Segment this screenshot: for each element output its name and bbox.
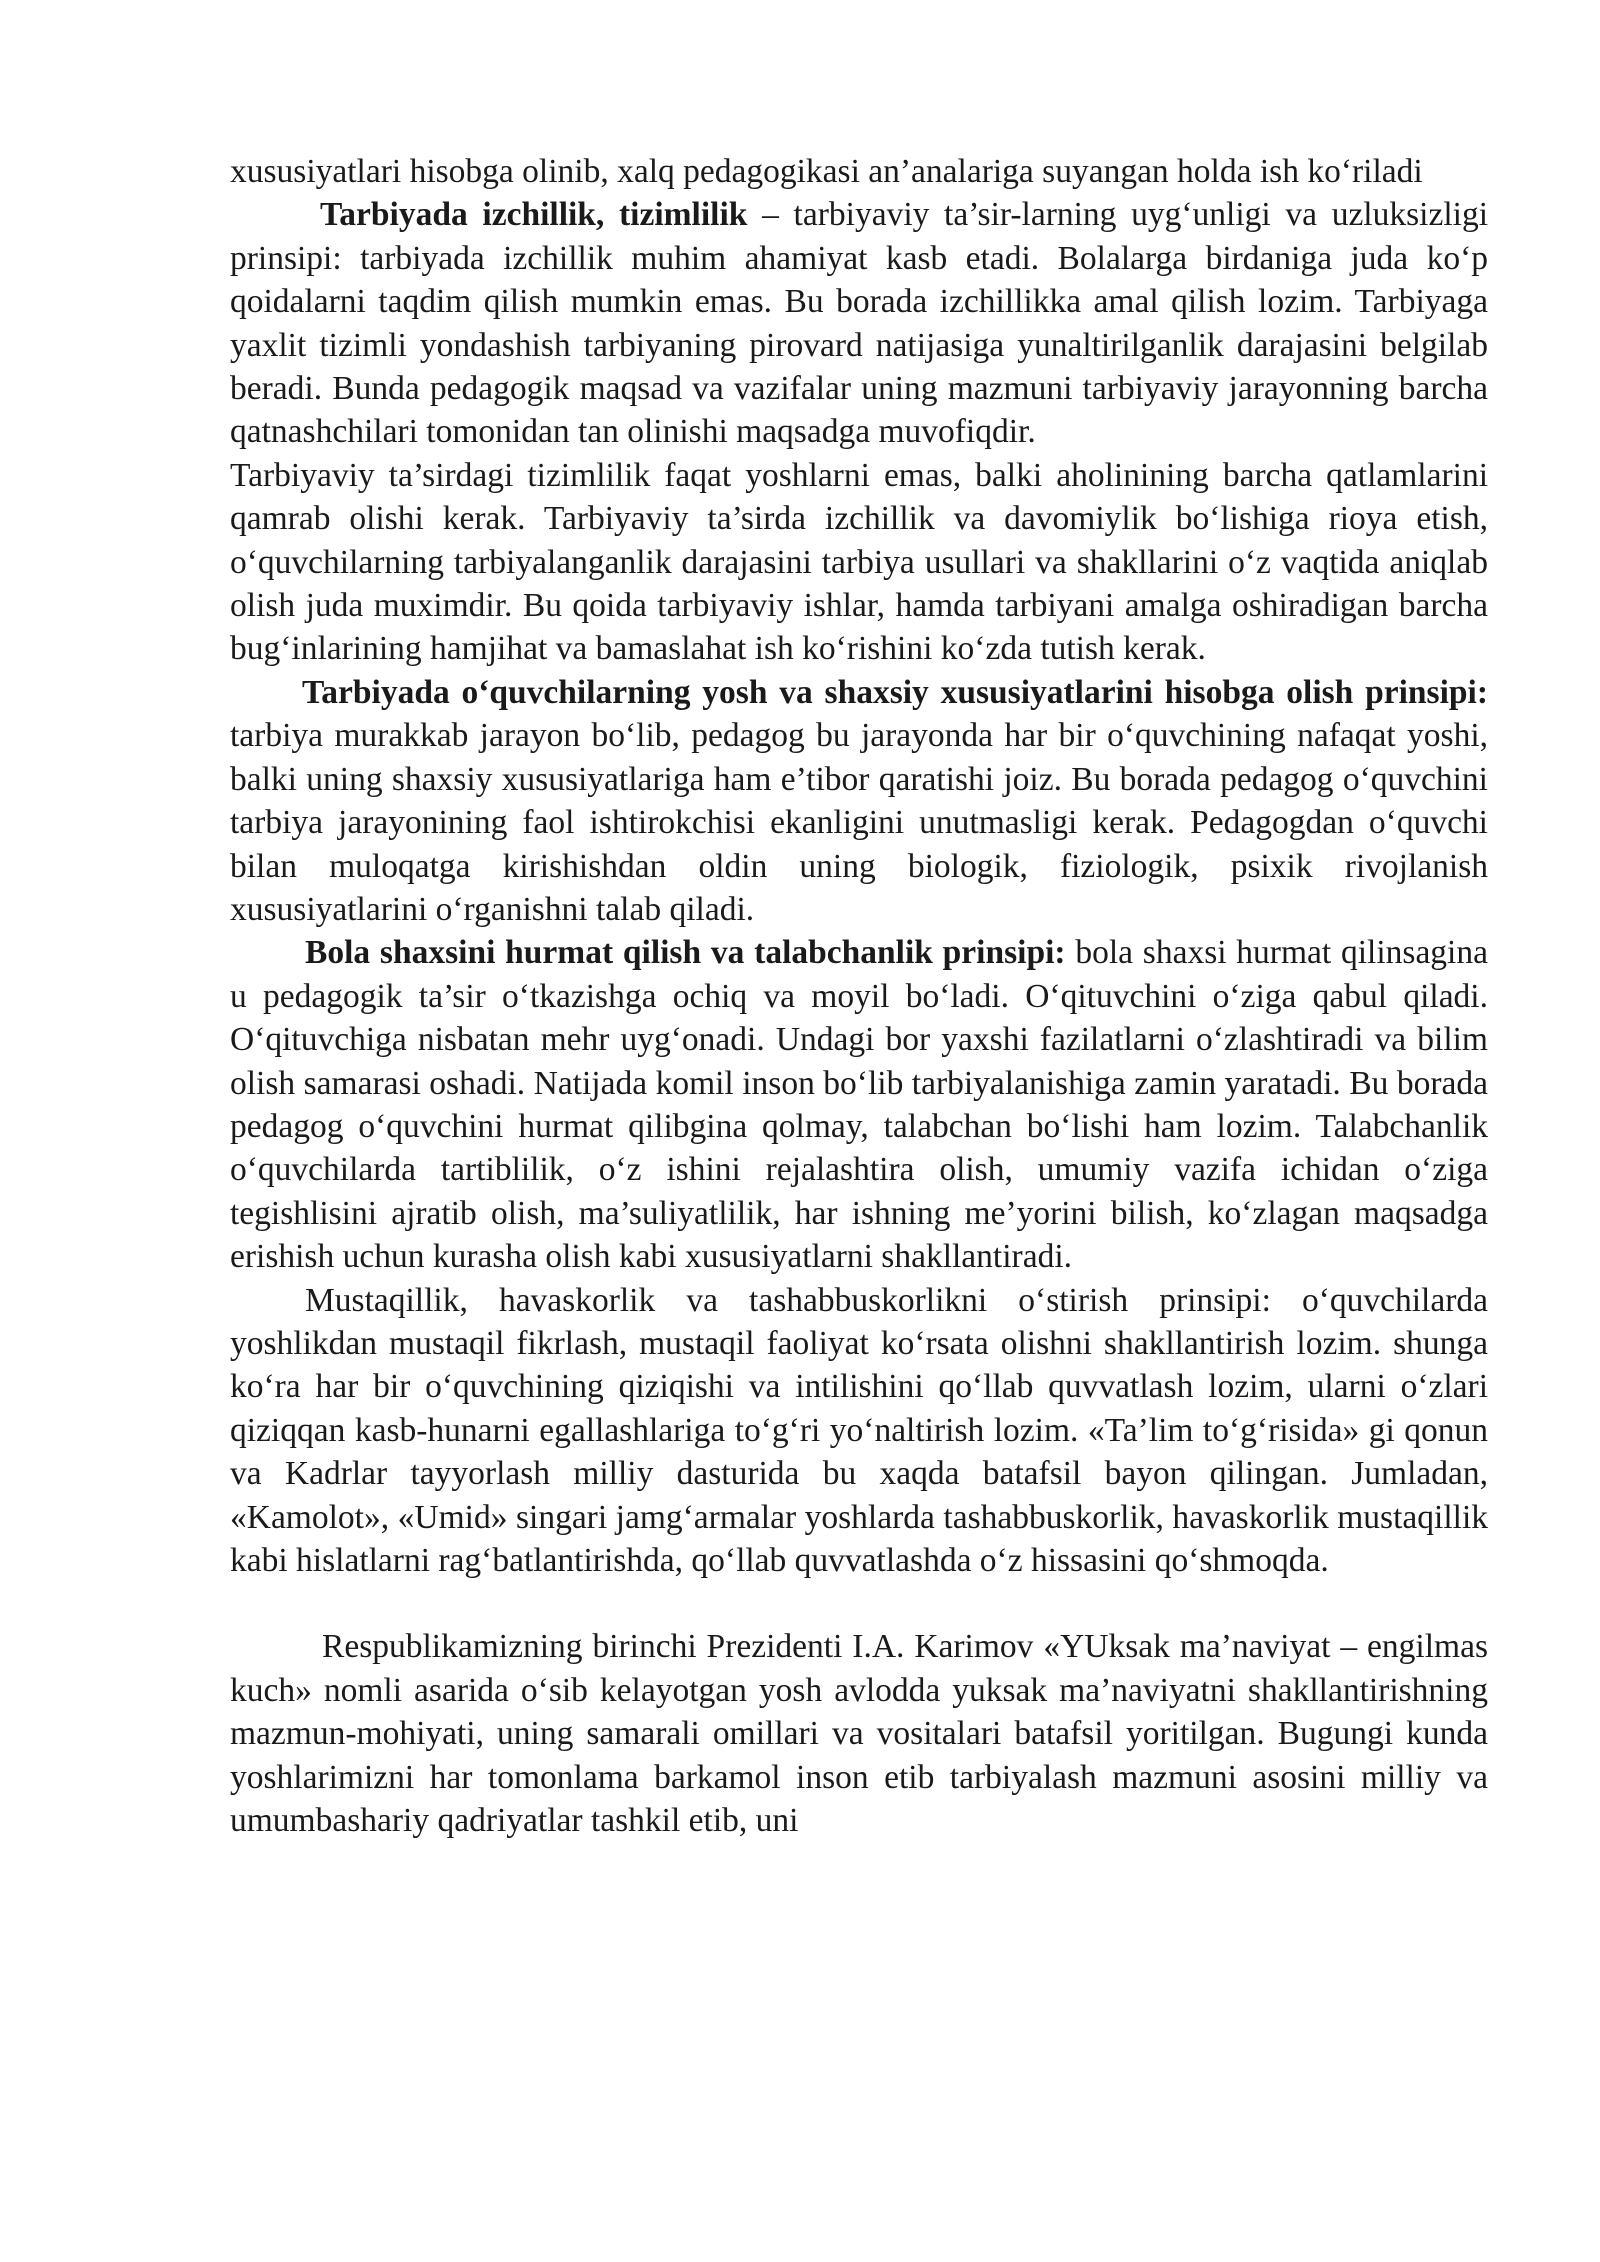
paragraph-text: Tarbiyaviy ta’sirdagi tizimlilik faqat yoshlarni emas, balki aholinining barcha qatlamlarini qamrab olishi kerak. Tarbiyaviy ta’sirda izchillik va davomiylik bo‘lishiga rioya etish, o‘quvchilarning tarbiyalanganlik darajasini tarbiya usullari va shakllarini o‘z vaqtida aniqlab olish juda muximdir. Bu qoida tarbiyaviy ishlar, hamda tarbiyani amalga oshiradigan barcha bug‘inlarining hamjihat va bamaslahat ish ko‘rishini ko‘zda tutish kerak. (230, 456, 1488, 668)
paragraph-consistency-principle (230, 193, 1488, 453)
paragraph-text: xususiyatlari hisobga olinib, xalq pedagogikasi an’analariga suyangan holda ish ko‘riladi (230, 153, 1423, 190)
paragraph-text: – tarbiyaviy ta’sir-larning uyg‘unligi va uzluksizligi prinsipi: tarbiyada izchillik muhim ahamiyat kasb etadi. Bolalarga birdaniga juda ko‘p qoidalarni taqdim qilish mumkin emas. Bu borada izchillikka amal qilish lozim. Tarbiyaga yaxlit tizimli yondashish tarbiyaning pirovard natijasiga yunaltirilganlik darajasini belgilab beradi. Bunda pedagogik maqsad va vazifalar uning mazmuni tarbiyaviy jarayonning barcha qatnashchilari tomonidan tan olinishi maqsadga muvofiqdir. (230, 196, 1489, 451)
paragraph-text: Respublikamizning birinchi Prezidenti I.A. Karimov «YUksak ma’naviyat – engilmas kuch» nomli asarida o‘sib kelayotgan yosh avlodda yuksak ma’naviyatni shakllantirishning mazmun-mohiyati, uning samarali omillari va vositalari batafsil yoritilgan. Bugungi kunda yoshlarimizni har tomonlama barkamol inson etib tarbiyalash mazmuni asosini milliy va umumbashariy qadriyatlar tashkil etib, uni (230, 1628, 1488, 1840)
document-page (230, 150, 1488, 1842)
paragraph-continuation (230, 150, 1488, 193)
paragraph-independence-principle (230, 1279, 1488, 1583)
paragraph-systematicity (230, 454, 1488, 671)
paragraph-text: bola shaxsi hurmat qilinsagina u pedagogik ta’sir o‘tkazishga ochiq va moyil bo‘ladi. O‘qituvchini o‘ziga qabul qiladi. O‘qituvchiga nisbatan mehr uyg‘onadi. Undagi bor yaxshi fazilatlarni o‘zlashtiradi va bilim olish samarasi oshadi. Natijada komil inson bo‘lib tarbiyalanishiga zamin yaratadi. Bu borada pedagog o‘quvchini hurmat qilibgina qolmay, talabchan bo‘lishi ham lozim. Talabchanlik o‘quvchilarda tartiblilik, o‘z ishini rejalashtira olish, umumiy vazifa ichidan o‘ziga tegishlisini ajratib olish, ma’suliyatlilik, har ishning me’yorini bilish, ko‘zlagan maqsadga erishish uchun kurasha olish kabi xususiyatlarni shakllantiradi. (230, 934, 1488, 1276)
paragraph-respect-principle (230, 931, 1488, 1278)
paragraph-heading: Tarbiyada o‘quvchilarning yosh va shaxsiy xususiyatlarini hisobga olish prinsipi: (302, 673, 1488, 711)
paragraph-age-individual-principle (230, 671, 1488, 931)
paragraph-text: tarbiya murakkab jarayon bo‘lib, pedagog bu jarayonda har bir o‘quvchining nafaqat yoshi, balki uning shaxsiy xususiyatlariga ham e’tibor qaratishi joiz. Bu borada pedagog o‘quvchini tarbiya jarayonining faol ishtirokchisi ekanligini unutmasligi kerak. Pedagogdan o‘quvchi bilan muloqatga kirishishdan oldin uning biologik, fiziologik, psixik rivojlanish xususiyatlarini o‘rganishni talab qiladi. (230, 717, 1488, 928)
paragraph-text: Mustaqillik, havaskorlik va tashabbuskorlikni o‘stirish prinsipi: o‘quvchilarda yoshlikdan mustaqil fikrlash, mustaqil faoliyat ko‘rsata olishni shakllantirish lozim. shunga ko‘ra har bir o‘quvchining qiziqishi va intilishini qo‘llab quvvatlash lozim, ularni o‘zlari qiziqqan kasb-hunarni egallashlariga to‘g‘ri yo‘naltirish lozim. «Ta’lim to‘g‘risida» gi qonun va Kadrlar tayyorlash milliy dasturida bu xaqda batafsil bayon qilingan. Jumladan, «Kamolot», «Umid» singari jamg‘armalar yoshlarda tashabbuskorlik, havaskorlik mustaqillik kabi hislatlarni rag‘batlantirishda, qo‘llab quvvatlashda o‘z hissasini qo‘shmoqda. (230, 1281, 1488, 1579)
paragraph-heading: Tarbiyada izchillik, tizimlilik (320, 196, 748, 234)
paragraph-heading: Bola shaxsini hurmat qilish va talabchanlik prinsipi: (305, 934, 1066, 972)
paragraph-president-quote (230, 1625, 1488, 1842)
